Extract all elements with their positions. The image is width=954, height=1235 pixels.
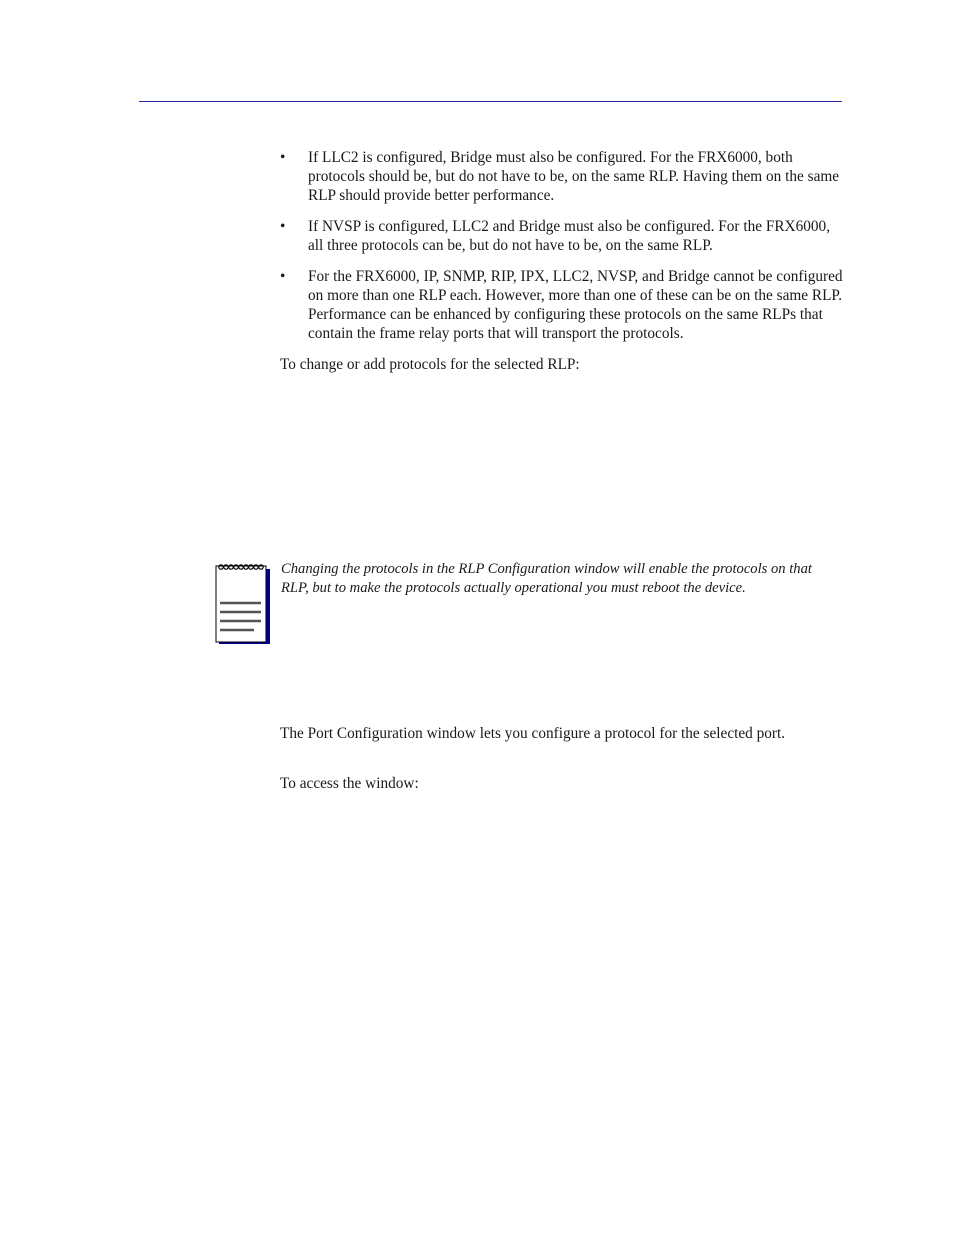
protocol-rules-list — [280, 148, 845, 343]
note-text: Changing the protocols in the RLP Configuration window will enable the protocols on that RLP, but to make the protocols actually operational you must reboot the device. — [281, 561, 812, 596]
list-item-text: For the FRX6000, IP, SNMP, RIP, IPX, LLC2, NVSP, and Bridge cannot be configured on more than one RLP each. However, more than one of these can be on the same RLP. Performance can be enhanced by configuring these protocols on the same RLPs that contain the frame relay ports that will transport the protocols. — [308, 268, 843, 342]
access-window-paragraph: To access the window: — [280, 775, 419, 792]
notepad-icon — [214, 562, 272, 646]
bullet-marker: • — [280, 218, 286, 235]
list-item-text: If LLC2 is configured, Bridge must also be configured. For the FRX6000, both protocols should be, but do not have to be, on the same RLP. Having them on the same RLP should provide better performance. — [308, 149, 840, 204]
note-callout — [214, 560, 844, 650]
list-item-text: If NVSP is configured, LLC2 and Bridge must also be configured. For the FRX6000, all three protocols can be, but do not have to be, on the same RLP. — [308, 218, 831, 254]
bullet-marker: • — [280, 268, 286, 285]
change-protocols-paragraph: To change or add protocols for the selected RLP: — [280, 356, 580, 373]
list-item — [280, 267, 845, 343]
list-item — [280, 148, 845, 205]
bullet-marker: • — [280, 149, 286, 166]
header-rule — [139, 101, 842, 102]
list-item — [280, 217, 845, 255]
main-content — [280, 148, 845, 374]
port-configuration-paragraph: The Port Configuration window lets you configure a protocol for the selected port. — [280, 725, 786, 742]
